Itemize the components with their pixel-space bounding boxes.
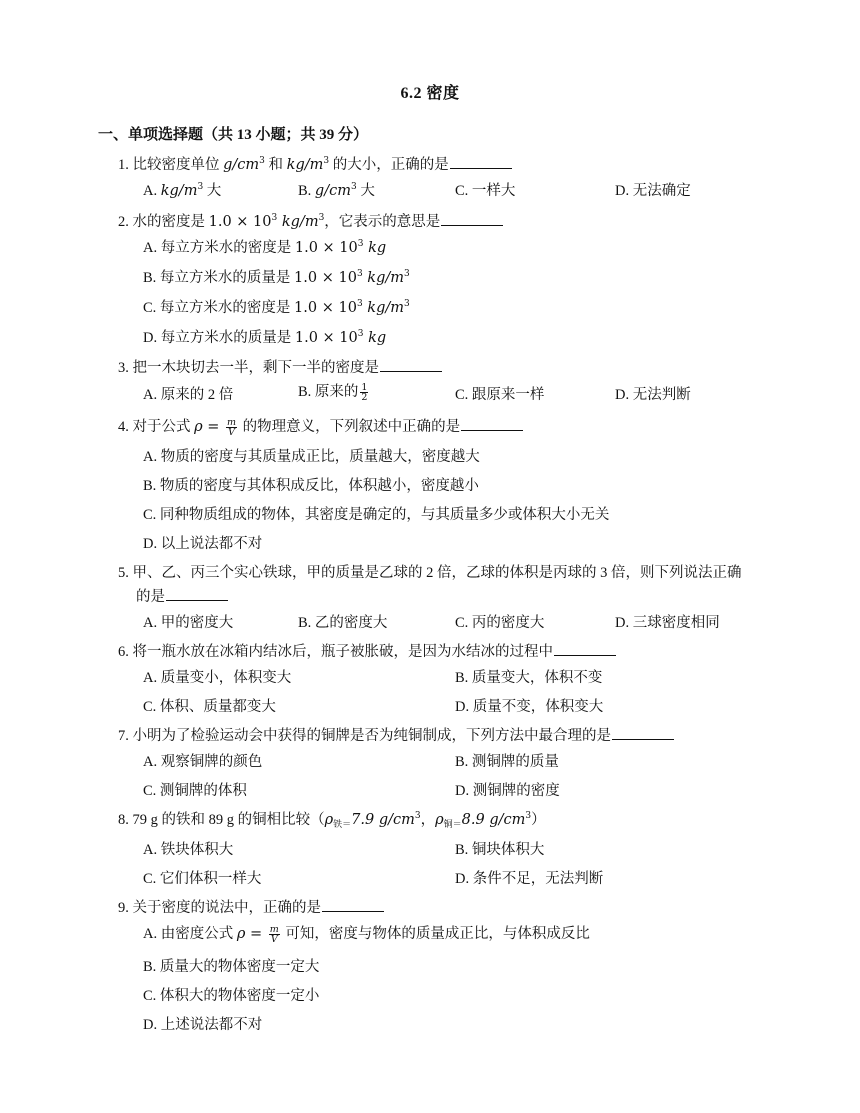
density-formula-fraction: $\frac{m}{V}$ bbox=[227, 417, 237, 439]
answer-blank[interactable] bbox=[380, 359, 442, 372]
density-formula-fraction: $\frac{m}{V}$ bbox=[269, 924, 279, 946]
question-5: 5. 甲、乙、丙三个实心铁球，甲的质量是乙球的 2 倍，乙球的体积是丙球的 3 倍，则下列说法正确 bbox=[118, 565, 742, 581]
option-8a[interactable]: A. 铁块体积大 bbox=[143, 842, 234, 858]
option-1a[interactable]: A. $kg/m^3$ 大 bbox=[143, 182, 222, 199]
section-title: 一、单项选择题（共 13 小题；共 39 分） bbox=[98, 127, 369, 143]
option-5b[interactable]: B. 乙的密度大 bbox=[298, 615, 388, 631]
fraction-one-half: $\frac{1}{2}$ bbox=[361, 382, 368, 404]
question-1: 1. 比较密度单位 $g/cm^3$ 和 $kg/m^3$ 的大小，正确的是 bbox=[118, 153, 512, 174]
option-3b[interactable]: B. 原来的 $\frac{1}{2}$ bbox=[298, 382, 368, 404]
answer-blank[interactable] bbox=[441, 213, 503, 226]
option-2c[interactable]: C. 每立方米水的密度是 $1.0 \times 10^3$ $kg/m^3$ bbox=[143, 299, 410, 316]
option-8c[interactable]: C. 它们体积一样大 bbox=[143, 871, 262, 887]
answer-blank[interactable] bbox=[166, 588, 228, 601]
option-7b[interactable]: B. 测铜牌的质量 bbox=[455, 754, 559, 770]
option-5c[interactable]: C. 丙的密度大 bbox=[455, 615, 545, 631]
answer-blank[interactable] bbox=[612, 727, 674, 740]
option-2b[interactable]: B. 每立方米水的质量是 $1.0 \times 10^3$ $kg/m^3$ bbox=[143, 269, 410, 286]
option-6d[interactable]: D. 质量不变，体积变大 bbox=[455, 699, 604, 715]
option-9c[interactable]: C. 体积大的物体密度一定小 bbox=[143, 988, 320, 1004]
option-7d[interactable]: D. 测铜牌的密度 bbox=[455, 783, 560, 799]
option-6a[interactable]: A. 质量变小，体积变大 bbox=[143, 670, 292, 686]
question-6: 6. 将一瓶水放在冰箱内结冰后，瓶子被胀破，是因为水结冰的过程中 bbox=[118, 640, 616, 661]
option-1d[interactable]: D. 无法确定 bbox=[615, 183, 691, 199]
question-7: 7. 小明为了检验运动会中获得的铜牌是否为纯铜制成，下列方法中最合理的是 bbox=[118, 724, 674, 745]
option-8b[interactable]: B. 铜块体积大 bbox=[455, 842, 545, 858]
option-3a[interactable]: A. 原来的 2 倍 bbox=[143, 387, 234, 403]
answer-blank[interactable] bbox=[461, 418, 523, 431]
option-3c[interactable]: C. 跟原来一样 bbox=[455, 387, 545, 403]
option-3d[interactable]: D. 无法判断 bbox=[615, 387, 691, 403]
option-2d[interactable]: D. 每立方米水的质量是 $1.0 \times 10^3$ kg bbox=[143, 329, 387, 346]
option-4b[interactable]: B. 物质的密度与其体积成反比，体积越小，密度越小 bbox=[143, 478, 479, 494]
page-title: 6.2 密度 bbox=[400, 85, 460, 102]
option-1c[interactable]: C. 一样大 bbox=[455, 183, 516, 199]
option-8d[interactable]: D. 条件不足，无法判断 bbox=[455, 871, 604, 887]
option-6c[interactable]: C. 体积、质量都变大 bbox=[143, 699, 276, 715]
option-5a[interactable]: A. 甲的密度大 bbox=[143, 615, 234, 631]
question-9: 9. 关于密度的说法中，正确的是 bbox=[118, 896, 384, 917]
option-2a[interactable]: A. 每立方米水的密度是 $1.0 \times 10^3$ kg bbox=[143, 239, 387, 256]
option-4a[interactable]: A. 物质的密度与其质量成正比，质量越大，密度越大 bbox=[143, 449, 480, 465]
question-8: 8. 79 g 的铁和 89 g 的铜相比较（$\rho_{铁=}7.9$ $g/cm^3$，$\rho_{铜=}8.9$ $g/cm^3$） bbox=[118, 811, 546, 829]
question-3: 3. 把一木块切去一半，剩下一半的密度是 bbox=[118, 356, 442, 377]
option-9d[interactable]: D. 上述说法都不对 bbox=[143, 1017, 263, 1033]
option-7a[interactable]: A. 观察铜牌的颜色 bbox=[143, 754, 263, 770]
question-4: 4. 对于公式 ρ = $\frac{m}{V}$ 的物理意义，下列叙述中正确的是 bbox=[118, 415, 523, 437]
option-4c[interactable]: C. 同种物质组成的物体，其密度是确定的，与其质量多少或体积大小无关 bbox=[143, 507, 610, 523]
option-9a[interactable]: A. 由密度公式 ρ = $\frac{m}{V}$ 可知，密度与物体的质量成正比，与体积成反比 bbox=[143, 924, 590, 946]
answer-blank[interactable] bbox=[450, 156, 512, 169]
question-2: 2. 水的密度是 $1.0 \times 10^3$ $kg/m^3$，它表示的意思是 bbox=[118, 210, 503, 231]
option-9b[interactable]: B. 质量大的物体密度一定大 bbox=[143, 959, 320, 975]
option-5d[interactable]: D. 三球密度相同 bbox=[615, 615, 720, 631]
answer-blank[interactable] bbox=[554, 643, 616, 656]
option-7c[interactable]: C. 测铜牌的体积 bbox=[143, 783, 247, 799]
answer-blank[interactable] bbox=[322, 899, 384, 912]
option-6b[interactable]: B. 质量变大，体积不变 bbox=[455, 670, 603, 686]
question-5-line2: 的是 bbox=[136, 585, 228, 606]
option-1b[interactable]: B. $g/cm^3$ 大 bbox=[298, 182, 375, 199]
option-4d[interactable]: D. 以上说法都不对 bbox=[143, 536, 263, 552]
